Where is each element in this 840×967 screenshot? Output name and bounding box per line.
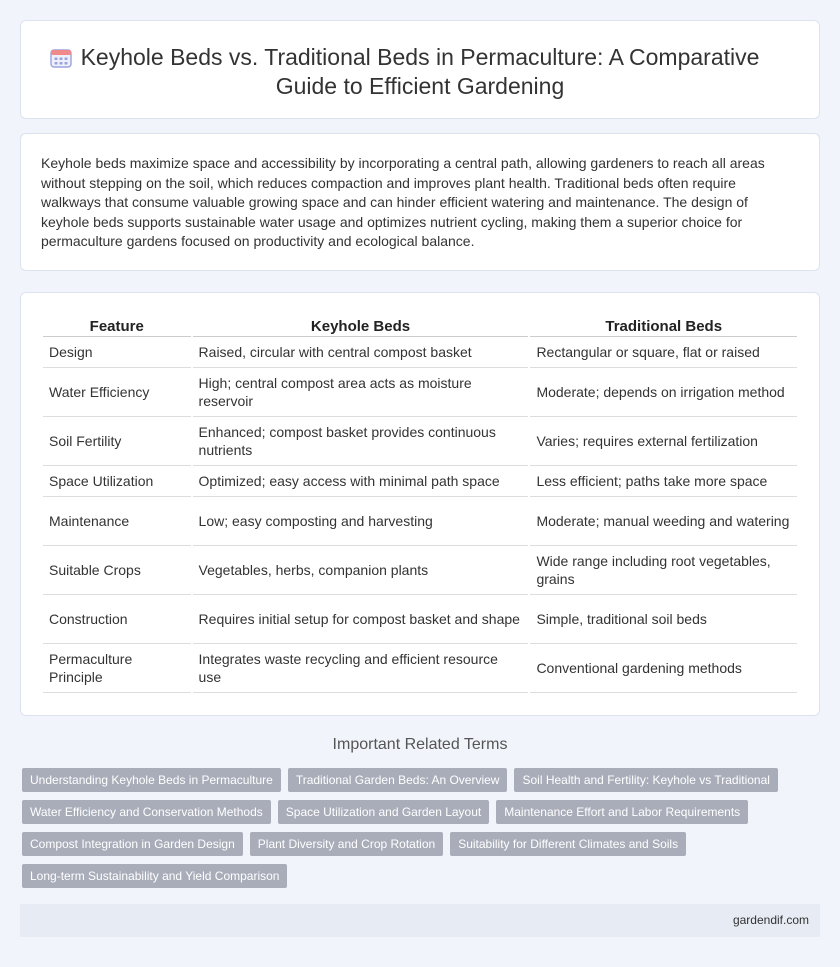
title-card [20, 20, 820, 119]
feature-cell: Water Efficiency [43, 368, 191, 417]
feature-cell: Design [43, 337, 191, 368]
table-row [43, 337, 797, 368]
comparison-table [41, 317, 799, 693]
feature-cell: Construction [43, 595, 191, 644]
related-term-tag[interactable]: Water Efficiency and Conservation Methods [22, 800, 271, 824]
keyhole-cell: High; central compost area acts as moisture reservoir [193, 368, 529, 417]
keyhole-cell: Low; easy composting and harvesting [193, 497, 529, 546]
table-row [43, 368, 797, 417]
feature-cell: Permaculture Principle [43, 644, 191, 693]
traditional-cell: Varies; requires external fertilization [530, 417, 797, 466]
table-row [43, 466, 797, 497]
keyhole-cell: Requires initial setup for compost basket and shape [193, 595, 529, 644]
table-header-row [43, 317, 797, 337]
intro-paragraph: Keyhole beds maximize space and accessibility by incorporating a central path, allowing gardeners to reach all areas without stepping on the soil, which reduces compaction and improves plant health. Traditional beds often require walkways that consume valuable growing space and can hinder efficient watering and maintenance. The design of keyhole beds supports sustainable water usage and optimizes nutrient cycling, making them a superior choice for permaculture gardens focused on productivity and ecological balance. [41, 155, 765, 249]
keyhole-cell: Optimized; easy access with minimal path space [193, 466, 529, 497]
footer [20, 904, 820, 937]
related-term-tag[interactable]: Long-term Sustainability and Yield Comparison [22, 864, 287, 888]
related-term-tag[interactable]: Traditional Garden Beds: An Overview [288, 768, 508, 792]
traditional-cell: Less efficient; paths take more space [530, 466, 797, 497]
comparison-card [20, 292, 820, 716]
header-traditional-beds: Traditional Beds [530, 317, 797, 337]
header-feature: Feature [43, 317, 191, 337]
related-terms-list [22, 768, 812, 888]
related-term-tag[interactable]: Plant Diversity and Crop Rotation [250, 832, 443, 856]
site-name[interactable]: gardendif.com [732, 913, 809, 927]
keyhole-cell: Vegetables, herbs, companion plants [193, 546, 529, 595]
table-row [43, 644, 797, 693]
traditional-cell: Wide range including root vegetables, grains [530, 546, 797, 595]
header-keyhole-beds: Keyhole Beds [193, 317, 529, 337]
feature-cell: Soil Fertility [43, 417, 191, 466]
traditional-cell: Moderate; manual weeding and watering [530, 497, 797, 546]
keyhole-cell: Raised, circular with central compost basket [193, 337, 529, 368]
page-title: Keyhole Beds vs. Traditional Beds in Permaculture: A Comparative Guide to Efficient Gardening [80, 44, 760, 99]
feature-cell: Maintenance [43, 497, 191, 546]
related-term-tag[interactable]: Space Utilization and Garden Layout [278, 800, 489, 824]
traditional-cell: Moderate; depends on irrigation method [530, 368, 797, 417]
related-terms-heading: Important Related Terms [332, 736, 508, 753]
related-term-tag[interactable]: Understanding Keyhole Beds in Permaculture [22, 768, 281, 792]
feature-cell: Space Utilization [43, 466, 191, 497]
feature-cell: Suitable Crops [43, 546, 191, 595]
traditional-cell: Rectangular or square, flat or raised [530, 337, 797, 368]
traditional-cell: Simple, traditional soil beds [530, 595, 797, 644]
traditional-cell: Conventional gardening methods [530, 644, 797, 693]
table-row [43, 595, 797, 644]
table-row [43, 546, 797, 595]
related-term-tag[interactable]: Compost Integration in Garden Design [22, 832, 243, 856]
table-row [43, 497, 797, 546]
keyhole-cell: Enhanced; compost basket provides continuous nutrients [193, 417, 529, 466]
keyhole-cell: Integrates waste recycling and efficient resource use [193, 644, 529, 693]
table-row [43, 417, 797, 466]
related-term-tag[interactable]: Maintenance Effort and Labor Requirements [496, 800, 748, 824]
related-term-tag[interactable]: Suitability for Different Climates and Soils [450, 832, 686, 856]
related-term-tag[interactable]: Soil Health and Fertility: Keyhole vs Traditional [514, 768, 777, 792]
intro-card [20, 133, 820, 271]
